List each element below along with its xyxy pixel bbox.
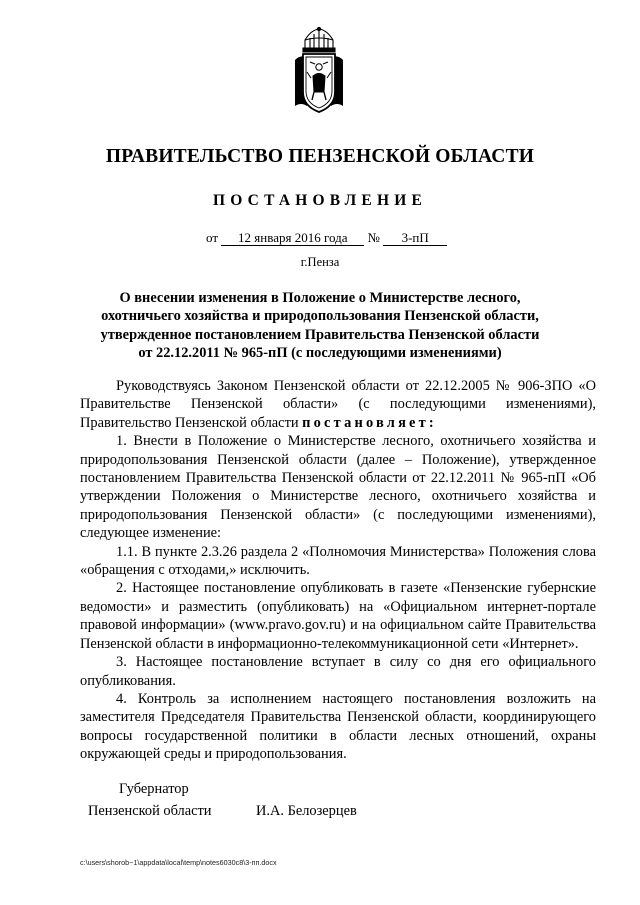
signatory-title: Губернатор [119,781,189,797]
subject-line: утвержденное постановлением Правительства Пензенской области [100,326,540,343]
preamble-text: Руководствуясь Законом Пензенской области от 22.12.2005 № 906-ЗПО «О Правительстве Пензенской области» (с последующими изменениями), Правительство Пензенской области [80,378,596,431]
number-sign: № [367,230,380,245]
document-date: 12 января 2016 года [221,231,364,246]
date-prefix: от [206,230,219,245]
preamble-paragraph [80,377,596,432]
document-number: 3-пП [383,231,447,246]
document-subject [80,289,560,363]
document-body [80,377,596,764]
item-4: 4. Контроль за исполнением настоящего постановления возложить на заместителя Председателя Правительства Пензенской области, координирующего вопросы государственной политики в области лесных отношений, охраны окружающей среды и природопользования. [80,690,596,763]
signatory-region: Пензенской области [88,803,212,819]
resolves-word: постановляет: [302,414,437,431]
subject-line: О внесении изменения в Положение о Министерстве лесного, [119,290,521,306]
document-type: ПОСТАНОВЛЕНИЕ [212,192,428,209]
item-2: 2. Настоящее постановление опубликовать в газете «Пензенские губернские ведомости» и разместить (опубликовать) на «Официальном интернет-портале правовой информации» (www.pravo.gov.ru) и на официальном сайте Правительства Пензенской области в информационно-телекоммуникационной сети «Интернет». [80,580,596,652]
item-1: 1. Внести в Положение о Министерстве лесного, охотничьего хозяйства и природопользования Пензенской области (далее – Положение), утвержденное постановлением Правительства Пензенской области от 22.12.2011 № 965-пП «Об утверждении Положения о Министерстве лесного, охотничьего хозяйства и природопользования Пензенской области» (с последующими изменениями), следующее изменение: [80,433,596,542]
coat-of-arms-icon [291,26,347,116]
date-number-line [206,230,447,246]
file-path-footer: c:\users\shorob~1\appdata\local\temp\notes6030c8\3-пп.docx [80,858,277,867]
subject-line: охотничьего хозяйства и природопользования Пензенской области, [101,308,539,325]
item-1-1: 1.1. В пункте 2.3.26 раздела 2 «Полномочия Министерства» Положения слова «обращения с отходами,» исключить. [80,543,596,579]
subject-line: от 22.12.2011 № 965-пП (с последующими изменениями) [138,345,502,362]
signatory-name: И.А. Белозерцев [256,803,357,819]
item-3: 3. Настоящее постановление вступает в силу со дня его официального опубликования. [80,654,596,689]
city: г.Пенза [300,255,340,269]
government-title: ПРАВИТЕЛЬСТВО ПЕНЗЕНСКОЙ ОБЛАСТИ [105,146,535,167]
